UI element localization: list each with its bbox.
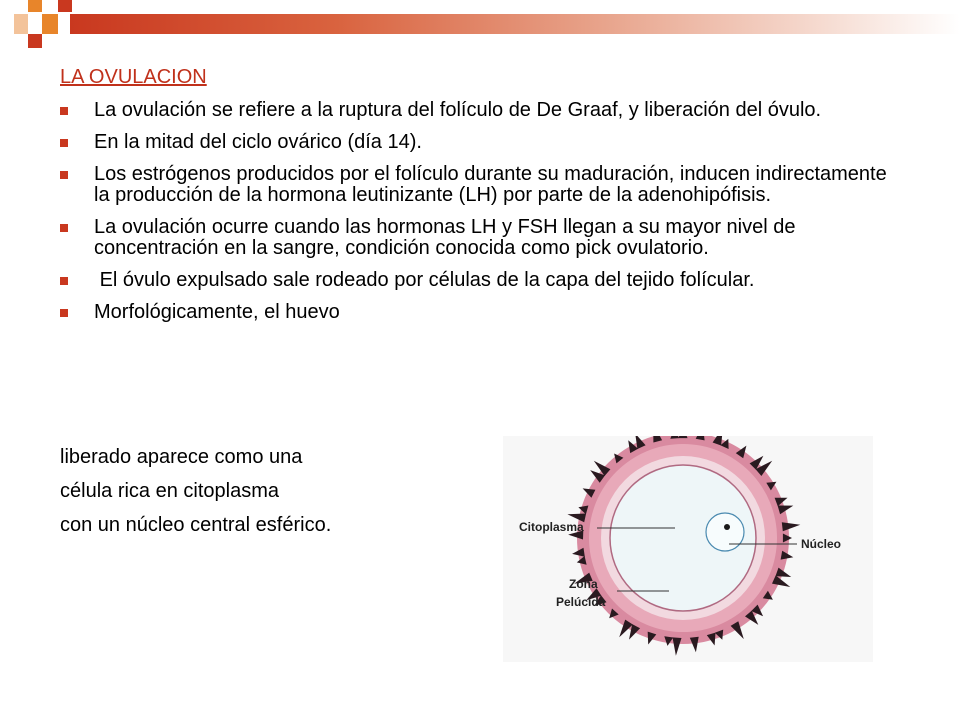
label-zona: Zona [569, 577, 598, 591]
corona-spike [679, 436, 688, 438]
decor-gradient-bar [70, 14, 960, 34]
decor-square [28, 34, 42, 48]
bullet-text: La ovulación se refiere a la ruptura del folículo de De Graaf, y liberación del óvulo. [94, 99, 822, 121]
header-decoration [0, 0, 960, 60]
bullet-item [60, 270, 890, 291]
bullet-square-icon [60, 171, 68, 179]
nucleolus [724, 524, 730, 530]
decor-square [42, 14, 58, 34]
bullet-item [60, 164, 890, 206]
bullet-square-icon [60, 107, 68, 115]
bullet-item [60, 302, 890, 323]
bullet-text: Morfológicamente, el huevo [94, 301, 340, 323]
label-citoplasma: Citoplasma [519, 520, 584, 534]
decor-square [28, 0, 42, 12]
bullet-list [60, 100, 890, 334]
continuation-line: célula rica en citoplasma [60, 480, 279, 502]
bullet-item [60, 217, 890, 259]
bullet-item [60, 132, 890, 153]
bullet-square-icon [60, 139, 68, 147]
ovum-diagram [503, 436, 873, 662]
bullet-text: El óvulo expulsado sale rodeado por células de la capa del tejido folícular. [94, 269, 755, 291]
decor-square [14, 14, 28, 34]
label-nucleo: Núcleo [801, 537, 842, 551]
continuation-line: con un núcleo central esférico. [60, 514, 332, 536]
nucleus [706, 513, 744, 551]
bullet-text: La ovulación ocurre cuando las hormonas LH y FSH llegan a su mayor nivel de concentración en la sangre, condición conocida como pick ovulatorio. [94, 216, 796, 259]
bullet-text: Los estrógenos producidos por el folículo durante su maduración, inducen indirectamente la producción de la hormona leutinizante (LH) por parte de la adenohipófisis. [94, 163, 887, 206]
bullet-item [60, 100, 890, 121]
continuation-text [60, 447, 331, 549]
bullet-square-icon [60, 224, 68, 232]
bullet-square-icon [60, 309, 68, 317]
bullet-square-icon [60, 277, 68, 285]
page-title: LA OVULACION [60, 66, 207, 88]
label-pelucida: Pelúcida [556, 595, 606, 609]
bullet-text: En la mitad del ciclo ovárico (día 14). [94, 131, 422, 153]
continuation-line: liberado aparece como una [60, 446, 303, 468]
decor-square [58, 0, 72, 12]
